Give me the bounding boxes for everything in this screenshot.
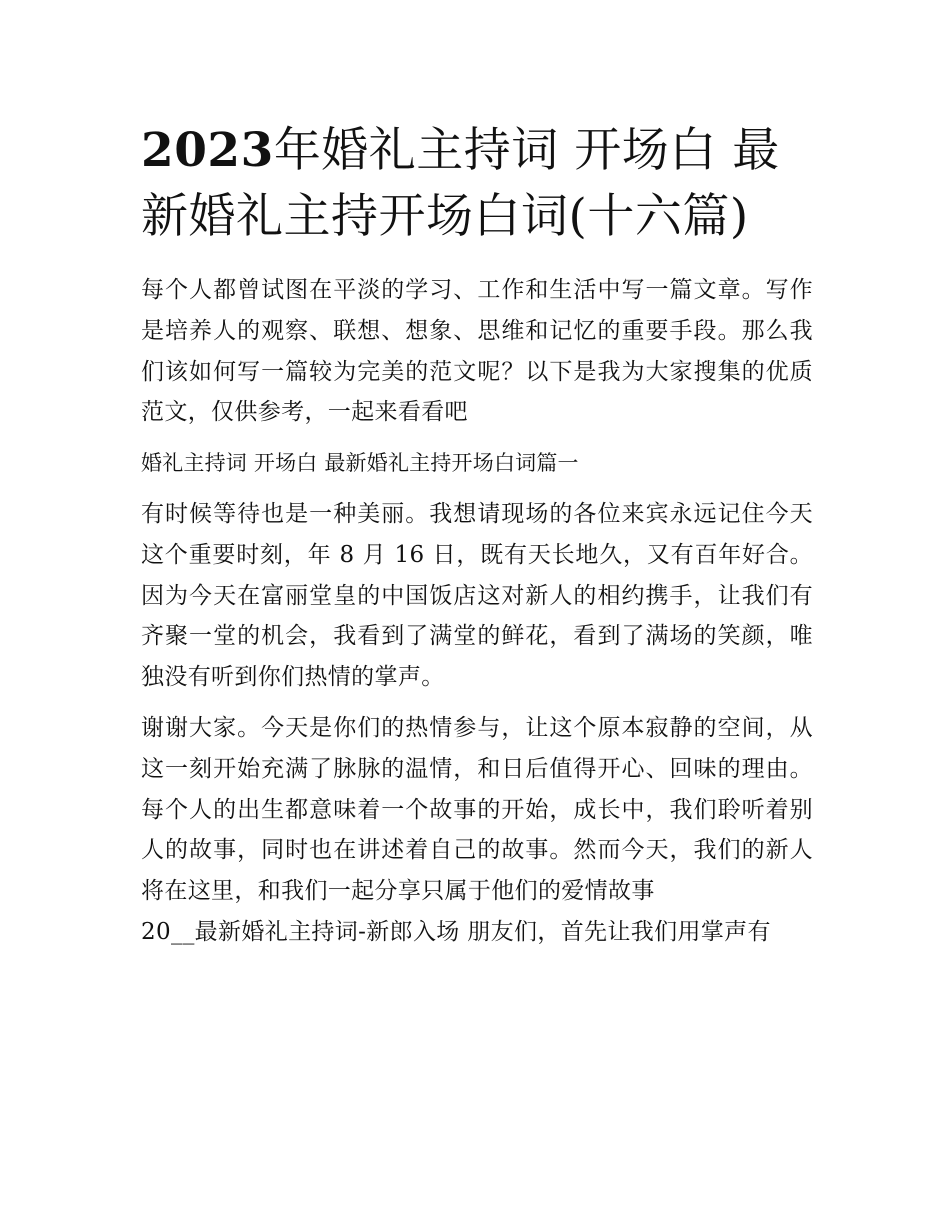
intro-paragraph: 每个人都曾试图在平淡的学习、工作和生活中写一篇文章。写作是培养人的观察、联想、想象、思维和记忆的重要手段。那么我们该如何写一篇较为完美的范文呢？以下是我为大家搜集的优质范文，仅供参考，一起来看看吧 [141,277,813,426]
section-heading: 婚礼主持词 开场白 最新婚礼主持开场白词篇一 [141,451,579,476]
body-paragraph-2: 谢谢大家。今天是你们的热情参与，让这个原本寂静的空间，从这一刻开始充满了脉脉的温情，和日后值得开心、回味的理由。每个人的出生都意味着一个故事的开始，成长中，我们聆听着别人的故事，同时也在讲述着自己的故事。然而今天，我们的新人将在这里，和我们一起分享只属于他们的爱情故事 [141,714,813,905]
document-title [141,118,813,250]
document-body [141,270,813,953]
title-year: 2023 [141,123,274,178]
body-paragraph-3: 20__最新婚礼主持词-新郎入场 朋友们，首先让我们用掌声有 [141,918,771,945]
document-page [141,118,813,953]
title-text: 年婚礼主持词 开场白 最新婚礼主持开场白词(十六篇) [141,123,780,244]
body-paragraph-1: 有时候等待也是一种美丽。我想请现场的各位来宾永远记住今天这个重要时刻，年 8 月 16 日，既有天长地久，又有百年好合。因为今天在富丽堂皇的中国饭店这对新人的相约携手，让我们有齐聚一堂的机会，我看到了满堂的鲜花，看到了满场的笑颜，唯独没有听到你们热情的掌声。 [141,500,813,691]
